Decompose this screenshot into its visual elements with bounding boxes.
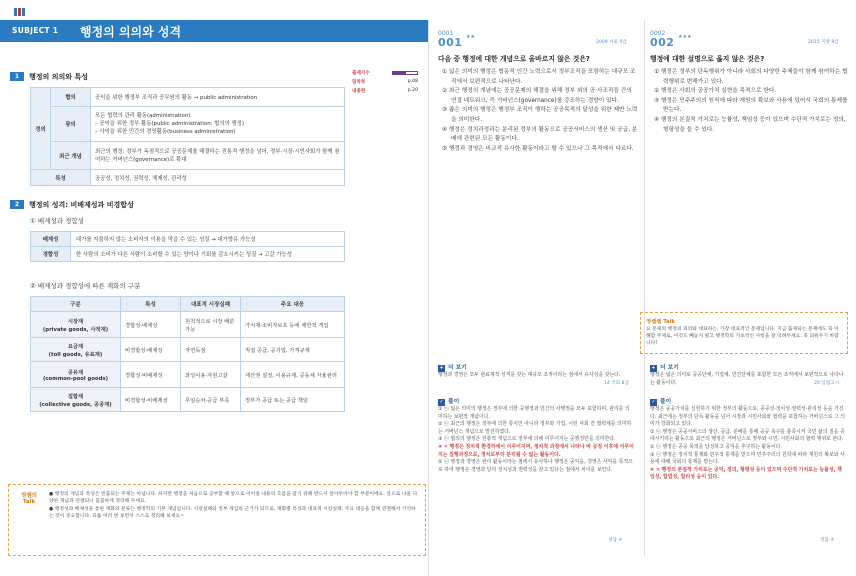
frequency-row xyxy=(352,68,418,77)
row-header: 광의 xyxy=(51,107,91,142)
ref-row xyxy=(352,86,418,95)
talk-paragraph: 요 문제의 행정의 의의와 대표하는, 가장 대표적인 문제입니다. 지금 출제되는 문제에도 꼭 이해할 주제로, 이것도 빼놓지 말고 행정학의 기초적인 사항을 잘 익혀두세요. 꼭 외워두기 바랍니다! xyxy=(646,327,839,346)
table-row xyxy=(31,362,345,388)
cell: 정부가 공급 또는 공급 책임 xyxy=(241,388,345,412)
right-page xyxy=(428,0,856,576)
section-number: 1 xyxy=(10,72,24,81)
option: ② 최근 행정의 개념에는 공공문제의 해결을 위해 정부 외의 공·사조직들 간의 연결 네트워크, 즉 거버넌스(governance)를 강조하는 경향이 있다. xyxy=(442,88,632,104)
row-header: 요금재 (toll goods, 유료재) xyxy=(31,338,121,362)
row-value: 모든 협력의 관리 활동(administration) – 공익을 위한 정부 활동(public administration: 협의의 행정) – 사익을 위한 민간의 경영활동(business administration) xyxy=(91,107,345,142)
options-list xyxy=(442,68,638,154)
row-group-header: 정의 xyxy=(31,88,51,170)
cell: 가치재·소비자보호 등에 제한적 개입 xyxy=(241,312,345,338)
section-label: 행정의 성격: 비배제성과 비경합성 xyxy=(29,200,134,209)
question-code: 0001 xyxy=(438,30,454,37)
table-row xyxy=(31,107,345,142)
question-text: 다음 중 행정에 대한 개념으로 올바르지 않은 것은? xyxy=(438,55,590,63)
subject-title: 행정의 의의와 성격 xyxy=(80,25,182,39)
cell: 경합성·비배제성 xyxy=(121,362,181,388)
subsection-title: ① 배제성과 경합성 xyxy=(30,217,84,225)
more-text: 행정은 넓은 의미로 공공단체, 기업체, 민간단체를 포함한 모든 조직에서 보편적으로 나타나는 활동이다. xyxy=(650,372,844,386)
color-stripes-decoration xyxy=(14,8,28,16)
teacher-talk-box xyxy=(8,484,426,556)
cell: 비경합성·배제성 xyxy=(121,338,181,362)
column-header: 구분 xyxy=(31,297,121,312)
cell: 경합성·배제성 xyxy=(121,312,181,338)
solution-item: ④ ✕ 행정의 본질적 가치로는 공익, 정의, 형평성 등이 있으며 수단적 가치로는 능률성, 책임성, 합법성, 합리성 등이 있다. xyxy=(650,466,842,481)
solution-item: ① ⓞ 행정은 공공서비스의 생산, 공급, 분배를 통해 공공 욕구를 충족시켜 국민 삶의 질을 증대시키려는 활동으로 최근의 행정은 거버넌스로 정부와 시민, 시민사회의 협력 행위로 본다. xyxy=(650,428,845,443)
row-value: 최근의 행정: 정부가 독점적으로 공공문제를 해결하는 전통적 행정을 넘어, 정부·시장·시민사회가 함께 참여하는 거버넌스(governance)로 확대 xyxy=(91,142,345,170)
solution-item: ⑤ ⓞ 행정과 경영은 관리 활동이라는 점에서 유사하나 행정은 공익을, 경영은 사익을 목적으로 하여 행정은 경영과 달리 정치성과 권력성을 갖고 있다는 점에서 차이를 보인다. xyxy=(438,459,633,473)
question-source: 2009 서울 9급 xyxy=(596,40,627,45)
option: ④ 행정의 본질적 가치로는 능률성, 책임성 등이 있으며 수단적 가치로는 정의, 형평성을 들 수 있다. xyxy=(654,116,846,133)
talk-paragraph: ● 행정성과 배제성을 통한 재화의 분류는 행정학의 기본 개념입니다. 시장실패와 정부 개입의 근거가 되므로, 재화별 특성과 대표적 시장실패, 주요 대응을 함께 연결해서 기억하는 것이 중요합니다. 표를 여러 번 보면서 스스로 정리해 보세요~ xyxy=(49,506,416,520)
frequency-fill xyxy=(393,72,406,74)
row-value: 한 사람의 소비가 다른 사람이 소비할 수 있는 양이나 기회를 감소시키는 성질 → 고갈 가능성 xyxy=(71,247,345,262)
solution-item: ④ ✕ 행정은 정치적 환경하에서 이루어지며, 정치적 과정에서 나타나 바 공정 이후에 이루어지는 집행과정으로, 정치로부터 분리될 수 없는 활동이다. xyxy=(438,443,634,458)
row-value: 공공성, 정치성, 권력성, 체제성, 관리성 xyxy=(91,170,345,186)
option: ④ 행정은 정치과정과는 분리된 정부의 활동으로 공공서비스의 생산 및 공급, 분배에 관련된 모든 활동이다. xyxy=(442,126,638,143)
row-header: 특성 xyxy=(31,170,91,186)
table-row xyxy=(31,247,345,262)
teacher-talk-box xyxy=(640,312,848,354)
section-label: 행정의 의의와 특성 xyxy=(29,72,88,81)
row-header: 시장재 (private goods, 사적재) xyxy=(31,312,121,338)
row-header: 배제성 xyxy=(31,232,71,247)
row-header: 경합성 xyxy=(31,247,71,262)
plus-icon: + xyxy=(439,365,444,371)
cell: 무임승차·공급 부족 xyxy=(181,388,241,412)
table-row xyxy=(31,170,345,186)
frequency-bar xyxy=(392,71,418,75)
solution-item: ② ⓞ 최근의 행정은 정부에 의한 통치인 아니라 정부와 기업, 시민 사회 간 협력체를 의미하는 거버넌스 개념으로 발전하였다. xyxy=(438,421,632,435)
more-text: 행정과 경영은 모두 관료제적 성격을 갖는 대규모 조직이라는 점에서 유사성을 갖는다. xyxy=(438,372,621,378)
table-row xyxy=(31,232,345,247)
subject-header xyxy=(0,20,428,42)
solution-list xyxy=(650,406,846,482)
answer-label: 정답 ④ xyxy=(820,538,835,543)
goods-classification-table xyxy=(30,296,345,412)
row-header: 집합재 (collective goods, 공공재) xyxy=(31,388,121,412)
cell: 재산권 설정, 이용규제, 공동체 자율관리 xyxy=(241,362,345,388)
question-source: 2015 지방 9급 xyxy=(808,40,839,45)
answer-label: 정답 ④ xyxy=(608,538,623,543)
solution-item: ② ⓞ 행정은 공공 목적을 달성하고 공익을 추구하는 활동이다. xyxy=(650,443,782,450)
section-2-heading xyxy=(10,200,134,209)
cell: 원칙적으로 시장 배분 가능 xyxy=(181,312,241,338)
table-row xyxy=(31,338,345,362)
table-header-row xyxy=(31,297,345,312)
more-source: 20 입법고시 xyxy=(814,381,840,386)
solution-intro: 행정은 공공가치를 실현하기 위한 정부의 활동으로, 공공성·정치성·권력성·관리성 등을 가진다. 최근에는 정부의 단독 활동을 넘어 시장과 시민사회와 협력을 포함하는 거버넌스로 그 의미가 강화되고 있다. xyxy=(650,406,846,428)
ref-row xyxy=(352,77,418,86)
more-label: 더 보기 xyxy=(448,365,467,371)
section-number: 2 xyxy=(10,200,24,209)
excludability-table xyxy=(30,231,345,262)
cell: 비경합성·비배제성 xyxy=(121,388,181,412)
option: ③ 행정은 민주주의의 원칙에 따라 재원의 확보와 사용에 있어서 국회의 통제를 받는다. xyxy=(654,97,848,114)
ref-label: 내용편 xyxy=(352,88,366,94)
row-header: 공유재 (common-pool goods) xyxy=(31,362,121,388)
more-heading xyxy=(438,362,467,372)
solution-heading xyxy=(650,396,671,406)
table-row xyxy=(31,312,345,338)
more-heading xyxy=(650,362,679,372)
question-text: 행정에 대한 설명으로 옳지 않은 것은? xyxy=(650,55,765,63)
cell: 직접 공급, 공기업, 가격규제 xyxy=(241,338,345,362)
talk-title: 영쌤쌤 Talk xyxy=(646,319,676,325)
table-row xyxy=(31,88,345,107)
ref-label: 밀착복 xyxy=(352,79,366,85)
row-value: 공익을 위한 행정부 조직과 공무원의 활동 → public administration xyxy=(91,88,345,107)
option: ⑤ 행정과 경영은 비교적 유사한 활동이라고 할 수 있으나 그 목적에서 다르다. xyxy=(442,145,634,152)
solution-item: ③ ⓞ 협의의 행정은 전통적 개념으로 정부에 의해 이루어지는 공행정만을 의미한다. xyxy=(438,436,616,443)
cell: 자연독점 xyxy=(181,338,241,362)
column-divider xyxy=(644,20,645,556)
talk-label: 영쌤의 Talk xyxy=(21,493,37,505)
option: ② 행정은 사회의 공공가치 실현을 목적으로 한다. xyxy=(654,88,777,95)
row-header: 최근 개념 xyxy=(51,142,91,170)
section-1-heading xyxy=(10,72,88,81)
table-row xyxy=(31,142,345,170)
column-header: 특성 xyxy=(121,297,181,312)
row-value: 대가를 지불하지 않는 소비자의 이용을 막을 수 있는 성질 → 대가향유 가능성 xyxy=(71,232,345,247)
solution-label: 풀이 xyxy=(660,399,672,405)
solution-list xyxy=(438,406,634,474)
column-header: 대표적 시장실패 xyxy=(181,297,241,312)
ref-page: p.08 xyxy=(407,79,418,84)
difficulty-stars: ★★★ xyxy=(678,34,692,40)
solution-label: 풀이 xyxy=(448,399,460,405)
frequency-label: 출제지수 xyxy=(352,70,370,76)
solution-item: ① ⓞ 넓은 의미의 행정은 정부에 의한 공행정과 민간의 사행정을 모두 포함하며, 관리를 의미하는 보편적 개념이다. xyxy=(438,406,630,420)
row-header: 협의 xyxy=(51,88,91,107)
question-code: 0002 xyxy=(650,30,666,37)
option: ③ 좁은 의미의 행정은 행정부 조직이 행하는 공공목적의 달성을 위한 제반 노력을 의미한다. xyxy=(442,107,638,123)
column-header: 주요 대응 xyxy=(241,297,345,312)
subsection-title: ② 배제성과 경합성에 따른 재화의 구분 xyxy=(30,282,141,290)
solution-item: ③ ⓞ 행정은 정치적 통제와 민주적 통제를 받으며 민주주의의 원칙에 따라 재원의 확보와 사용에 대해 국회의 통제를 받는다. xyxy=(650,451,845,466)
ref-page: p.20 xyxy=(407,88,418,93)
subject-tag: SUBJECT 1 xyxy=(12,26,59,35)
table-row xyxy=(31,388,345,412)
sidebar-info xyxy=(352,68,418,95)
more-label: 더 보기 xyxy=(660,365,679,371)
option: ① 행정은 정부의 단독행위가 아니라 사회의 다양한 주체들이 함께 참여하는 협력행위로 변해가고 있다. xyxy=(654,69,848,85)
difficulty-stars: ★★ xyxy=(466,34,475,40)
cell: 과잉이용·자원고갈 xyxy=(181,362,241,388)
question-number: 002 xyxy=(650,36,675,49)
options-list xyxy=(654,68,850,135)
talk-paragraph: ● 행정의 개념과 특성은 빈출되는 주제는 아닙니다. 하지만 행정을 처음으로 공부할 때 앞으로 이어질 내용의 흐름을 잡기 위해 반드시 알아두어야 할 부분이에요. 앞으로 나올 다양한 개념과 연결되니 꼼꼼하게 정리해 두세요. xyxy=(49,492,418,505)
question-number: 001 xyxy=(438,36,463,49)
option: ① 넓은 의미의 행정은 협동적 인간 노력으로서 정부조직을 포함하는 대규모 조직에서 보편적으로 나타난다. xyxy=(442,69,636,85)
plus-icon: + xyxy=(651,365,656,371)
check-icon: ✓ xyxy=(439,399,444,405)
check-icon: ✓ xyxy=(651,399,656,405)
more-source: 14 국회 8급 xyxy=(604,381,630,386)
definition-table xyxy=(30,87,345,186)
solution-heading xyxy=(438,396,459,406)
